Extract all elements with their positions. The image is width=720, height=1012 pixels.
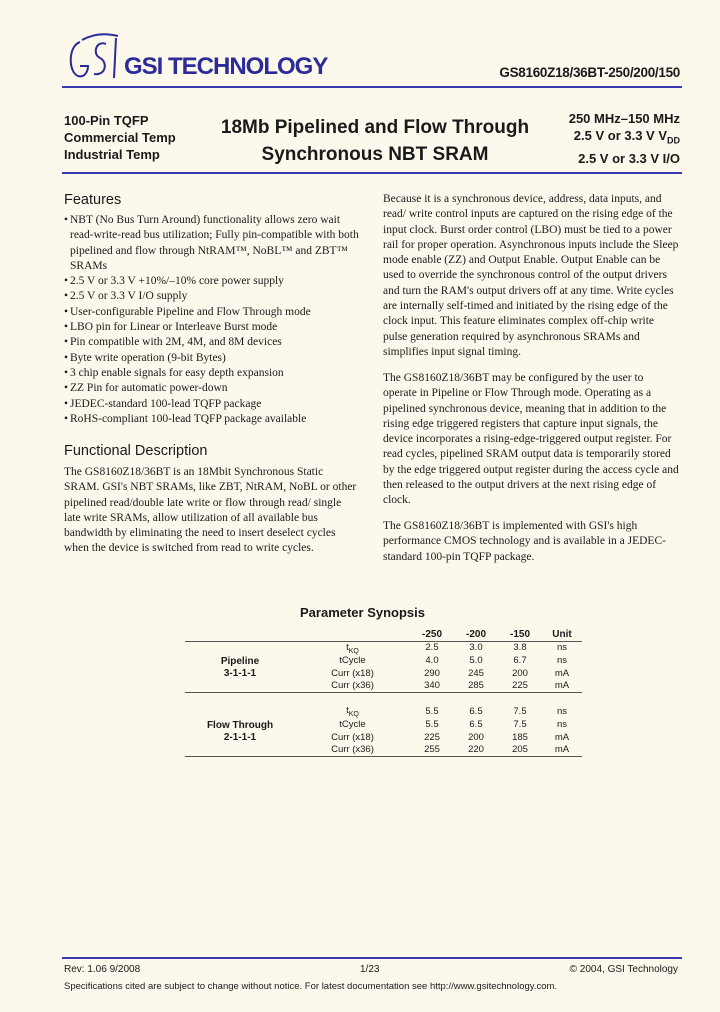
speed-range: 250 MHz–150 MHz bbox=[568, 111, 680, 126]
table-row: 2-1-1-1 Curr (x18) 225 200 185 mA bbox=[185, 731, 582, 744]
param-label: $t_{KQ}$ bbox=[346, 705, 359, 719]
right-paragraph-3: The GS8160Z18/36BT is implemented with GSI's high performance CMOS technology and is available in a JEDEC-standard 100-pin TQFP package. bbox=[383, 520, 666, 563]
io-voltage: 2.5 V or 3.3 V I/O bbox=[578, 150, 680, 166]
core-voltage-sub: DD bbox=[667, 135, 680, 146]
table-row: $t_{KQ}$ 5.5 6.5 7.5 ns bbox=[185, 705, 582, 718]
right-paragraph-1: Because it is a synchronous device, address, data inputs, and read/ write control inputs are captured on the rising edge of the input clock. Burst order control (LBO) must be tied to a power rail for proper operation. Asynchronous inputs include the Sleep mode enable (ZZ) and Output Enable. Output Enable can be used to override the synchronous control of the output drivers and turn the RAM's output drivers off at any time. Write cycles are internally self-timed and initiated by the rising edge of the clock input. This feature eliminates complex off-chip write pulse generation required by asynchronous SRAMs and simplifies input signal timing. bbox=[383, 193, 679, 358]
title-line-2: Synchronous NBT SRAM bbox=[261, 144, 489, 165]
temp-commercial: Commercial Temp bbox=[64, 130, 176, 145]
features-list bbox=[64, 213, 360, 427]
table-row: Curr (x36) 255 220 205 mA bbox=[185, 743, 582, 756]
disclaimer: Specifications cited are subject to change without notice. For latest documentation see http://www.gsitechnology.com. bbox=[64, 981, 558, 992]
group-pipeline-label: Pipeline bbox=[220, 655, 260, 667]
temp-industrial: Industrial Temp bbox=[64, 147, 160, 162]
feature-item: • ZZ Pin for automatic power-down bbox=[64, 381, 360, 396]
feature-item: • 3 chip enable signals for easy depth expansion bbox=[64, 366, 360, 381]
param-header-row bbox=[185, 628, 582, 641]
header-rule bbox=[62, 86, 682, 88]
footer-rule bbox=[62, 957, 682, 959]
copyright: © 2004, GSI Technology bbox=[569, 964, 678, 975]
speed-voltage-info bbox=[569, 110, 680, 167]
feature-item: • User-configurable Pipeline and Flow Through mode bbox=[64, 305, 360, 320]
table-row: $t_{KQ}$ 2.5 3.0 3.8 ns bbox=[185, 641, 582, 654]
logo-text: GSI TECHNOLOGY bbox=[124, 53, 328, 80]
package-info bbox=[64, 112, 176, 163]
col-150: -150 bbox=[509, 628, 530, 640]
functional-heading: Functional Description bbox=[64, 443, 208, 459]
feature-item: • JEDEC-standard 100-lead TQFP package bbox=[64, 397, 360, 412]
core-voltage bbox=[569, 127, 680, 150]
feature-item: • 2.5 V or 3.3 V I/O supply bbox=[64, 289, 360, 304]
table-row: 3-1-1-1 Curr (x18) 290 245 200 mA bbox=[185, 667, 582, 680]
feature-item: • Pin compatible with 2M, 4M, and 8M devices bbox=[64, 335, 360, 350]
core-voltage-main: 2.5 V or 3.3 V V bbox=[573, 128, 667, 143]
functional-text: The GS8160Z18/36BT is an 18Mbit Synchronous Static SRAM. GSI's NBT SRAMs, like ZBT, NtRAM, NoBL or other pipelined read/double late write or flow through read/ single late write SRAMs, allow utilization of all available bus bandwidth by eliminating the need to insert deselect cycles when the device is switched from read to write cycles. bbox=[64, 466, 357, 555]
gsi-logo bbox=[66, 32, 328, 92]
revision: Rev: 1.06 9/2008 bbox=[64, 964, 141, 975]
title-line-1: 18Mb Pipelined and Flow Through bbox=[220, 117, 530, 138]
part-number: GS8160Z18/36BT-250/200/150 bbox=[499, 65, 680, 80]
features-heading: Features bbox=[64, 192, 122, 208]
param-synopsis-title: Parameter Synopsis bbox=[300, 605, 426, 620]
feature-item: • Byte write operation (9-bit Bytes) bbox=[64, 351, 360, 366]
param-synopsis-table bbox=[185, 628, 582, 757]
col-200: -200 bbox=[465, 628, 486, 640]
param-label: $t_{KQ}$ bbox=[295, 641, 410, 654]
table-row: Curr (x36) 340 285 225 mA bbox=[185, 679, 582, 692]
table-row: Pipeline tCycle 4.0 5.0 6.7 ns bbox=[185, 654, 582, 667]
group-flow-mode: 2-1-1-1 bbox=[223, 731, 257, 743]
feature-item: • LBO pin for Linear or Interleave Burst mode bbox=[64, 320, 360, 335]
group-pipeline-mode: 3-1-1-1 bbox=[223, 667, 257, 679]
page-title bbox=[200, 114, 550, 168]
package-line: 100-Pin TQFP bbox=[64, 113, 149, 128]
page-number: 1/23 bbox=[360, 964, 380, 975]
feature-item: • RoHS-compliant 100-lead TQFP package available bbox=[64, 412, 360, 427]
header-band-rule bbox=[62, 172, 682, 174]
feature-item: • NBT (No Bus Turn Around) functionality allows zero wait read-write-read bus utilization; Fully pin-compatible with both pipelined and flow through NtRAM™, NoBL™ and ZBT™ SRAMs bbox=[64, 213, 360, 274]
col-unit: Unit bbox=[552, 628, 572, 640]
table-row: Flow Through tCycle 5.5 6.5 7.5 ns bbox=[185, 718, 582, 731]
feature-item: • 2.5 V or 3.3 V +10%/–10% core power supply bbox=[64, 274, 360, 289]
col-250: -250 bbox=[421, 628, 442, 640]
right-paragraph-2: The GS8160Z18/36BT may be configured by the user to operate in Pipeline or Flow Through mode. Operating as a pipelined synchronous device, meaning that in addition to the rising edge triggered registers that capture input signals, the device incorporates a rising-edge-triggered output register. For read cycles, pipelined SRAM output data is temporarily stored by the edge triggered output register during the access cycle and then released to the output drivers at the next rising edge of clock. bbox=[383, 372, 679, 507]
group-flow-label: Flow Through bbox=[206, 719, 274, 731]
